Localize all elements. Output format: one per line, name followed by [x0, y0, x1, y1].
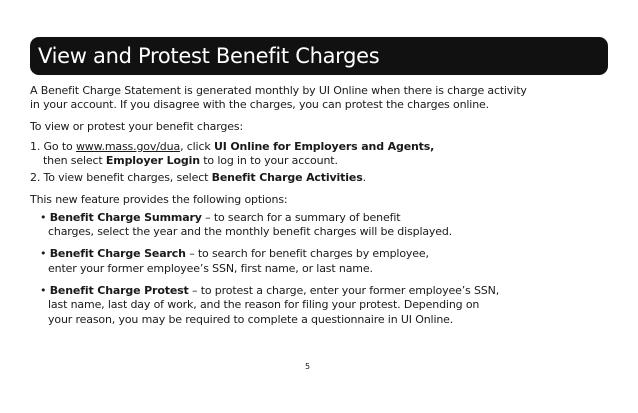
step-1-cont-suffix: to log in to your account. [199, 154, 338, 167]
bullet-search-label: Benefit Charge Search [49, 247, 186, 260]
step-1-ui-online: UI Online for Employers and Agents, [213, 140, 435, 153]
step-2-prefix: 2. To view benefit charges, select [30, 171, 212, 184]
page-number: 5 [305, 362, 311, 371]
step-2 [30, 170, 366, 185]
bullet-protest-line-3: your reason, you may be required to complete a questionnaire in UI Online. [48, 313, 454, 326]
bullet-protest-line-2: last name, last day of work, and the reason for filing your protest. Depending on [48, 298, 480, 311]
bullet-search-text: – to search for benefit charges by employee, [185, 247, 429, 260]
bullet-protest-text: – to protest a charge, enter your former employee’s SSN, [188, 284, 500, 297]
bullet-protest-label: Benefit Charge Protest [49, 284, 189, 297]
intro-line-2: in your account. If you disagree with the charges, you can protest the charges online. [30, 98, 489, 111]
options-lead: This new feature provides the following options: [30, 193, 288, 206]
bullet-summary-line-2: charges, select the year and the monthly benefit charges will be displayed. [48, 225, 453, 238]
bullet-protest [30, 283, 499, 298]
step-1-continued [30, 153, 338, 168]
bullet-summary-label: Benefit Charge Summary [49, 211, 202, 224]
step-1-cont-prefix: then select [43, 154, 106, 167]
step-2-benefit-charge-activities: Benefit Charge Activities [211, 171, 363, 184]
bullet-marker: • [40, 284, 47, 297]
lead-text: To view or protest your benefit charges: [30, 120, 244, 133]
bullet-search [30, 246, 429, 261]
bullet-summary [30, 210, 400, 225]
step-2-suffix: . [362, 171, 366, 184]
bullet-marker: • [40, 247, 47, 260]
bullet-summary-text: – to search for a summary of benefit [201, 211, 401, 224]
page-title: View and Protest Benefit Charges [38, 44, 380, 68]
step-1-middle: , click [180, 140, 214, 153]
step-1-prefix: 1. Go to [30, 140, 76, 153]
title-banner [30, 37, 608, 75]
intro-line-1: A Benefit Charge Statement is generated monthly by UI Online when there is charge activity [30, 84, 527, 97]
bullet-marker: • [40, 211, 47, 224]
bullet-search-line-2: enter your former employee’s SSN, first name, or last name. [48, 262, 373, 275]
dua-link[interactable]: www.mass.gov/dua [75, 140, 181, 153]
step-1-employer-login: Employer Login [105, 154, 200, 167]
step-1 [30, 139, 434, 154]
